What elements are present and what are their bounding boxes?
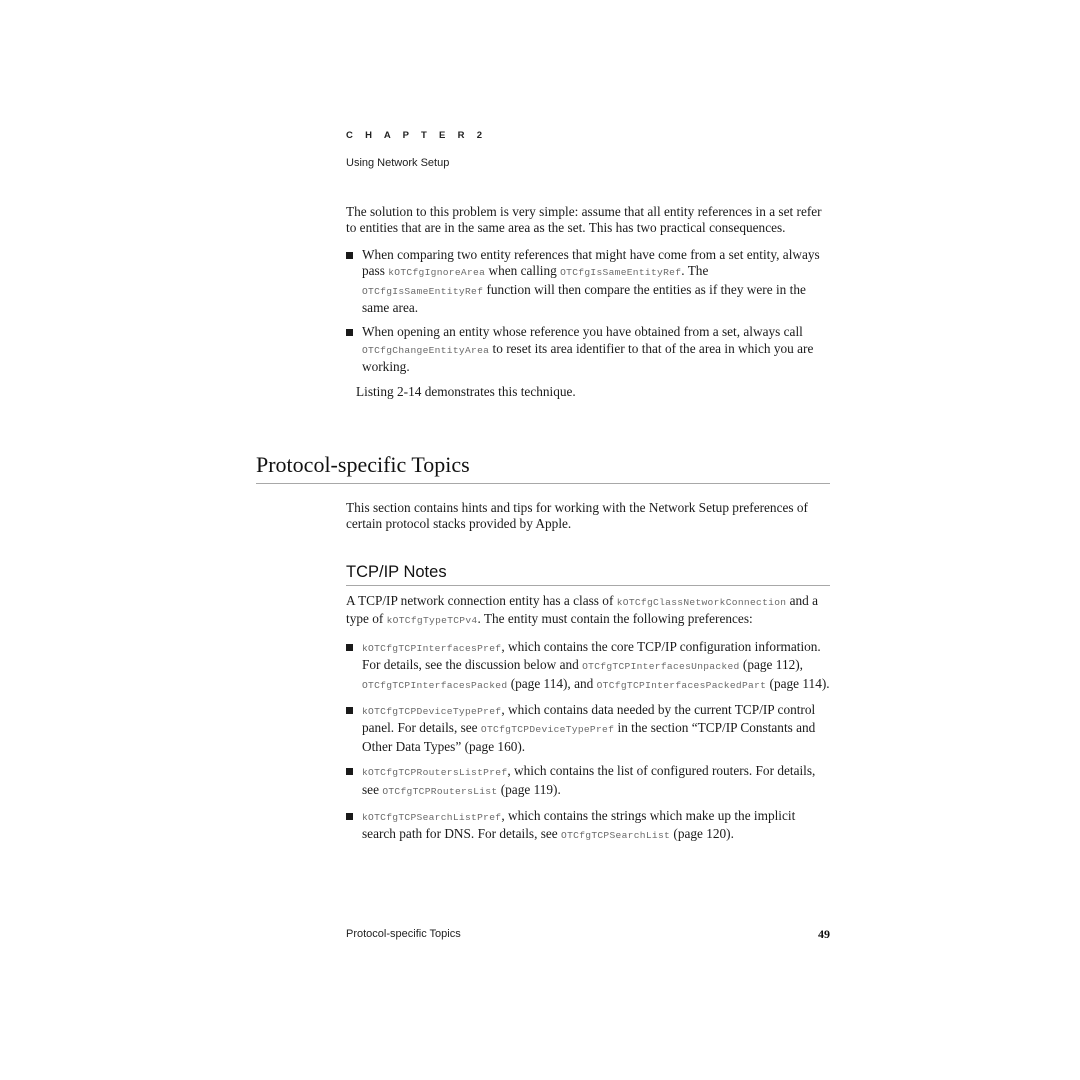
intro-paragraph: The solution to this problem is very simple: assume that all entity references in a set refer to entities that are in the same area as the set. This has two practical consequences. [346,204,822,236]
bullet-square-icon [346,768,353,775]
intro-bullet-1: When comparing two entity references that might have come from a set entity, always pass kOTCfgIgnoreArea when calling OTCfgIsSameEntityRef. The OTCfgIsSameEntityRef function will then compare the entities as if they were in the same area. [346,247,830,317]
section-intro [346,500,830,533]
tcpip-bullet-list [346,639,830,845]
chapter-label: C H A P T E R 2 [346,130,487,141]
subsection-heading: TCP/IP Notes [346,562,830,586]
tcpip-bullet-routers: kOTCfgTCPRoutersListPref, which contains the list of configured routers. For details, see OTCfgTCPRoutersList (page 119). [346,763,830,800]
tcpip-bullet-searchlist: kOTCfgTCPSearchListPref, which contains the strings which make up the implicit search path for DNS. For details, see OTCfgTCPSearchList (page 120). [346,808,830,845]
section-heading: Protocol-specific Topics [256,452,830,484]
tcpip-bullet-devicetype: kOTCfgTCPDeviceTypePref, which contains data needed by the current TCP/IP control panel. For details, see OTCfgTCPDeviceTypePref in the section “TCP/IP Constants and Other Data Types” (page 160). [346,702,830,755]
bullet-square-icon [346,813,353,820]
listing-note: Listing 2-14 demonstrates this technique. [356,383,576,399]
page-number: 49 [818,927,830,941]
tcpip-paragraph: A TCP/IP network connection entity has a class of kOTCfgClassNetworkConnection and a type of kOTCfgTypeTCPv4. The entity must contain the following preferences: [346,593,819,627]
intro-block [346,204,830,400]
intro-bullet-2: When opening an entity whose reference you have obtained from a set, always call OTCfgChangeEntityArea to reset its area identifier to that of the area in which you are working. [346,324,830,375]
bullet-square-icon [346,252,353,259]
footer-section-name: Protocol-specific Topics [346,928,461,940]
tcpip-block [346,593,830,853]
running-head: Using Network Setup [346,157,450,169]
section-paragraph: This section contains hints and tips for working with the Network Setup preferences of certain protocol stacks provided by Apple. [346,500,808,532]
tcpip-bullet-interfaces: kOTCfgTCPInterfacesPref, which contains the core TCP/IP configuration information. For details, see the discussion below and OTCfgTCPInterfacesUnpacked (page 112), OTCfgTCPInterfacesPacked (page 114), and OTCfgTCPInterfacesPackedPart (page 114). [346,639,830,694]
bullet-square-icon [346,329,353,336]
bullet-square-icon [346,707,353,714]
intro-bullet-list [346,247,830,376]
bullet-square-icon [346,644,353,651]
